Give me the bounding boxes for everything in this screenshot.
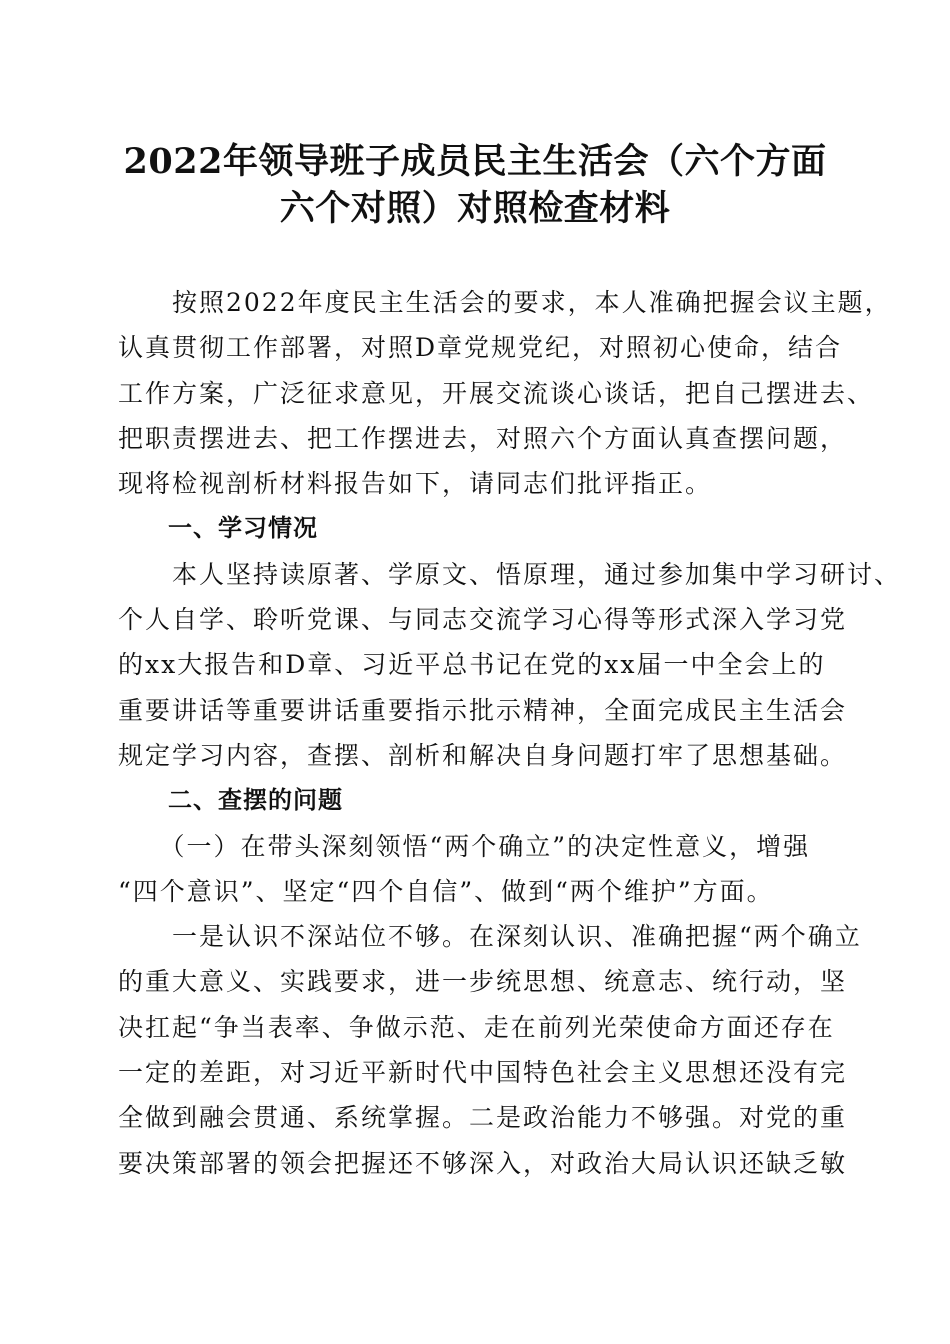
paragraph-line-1: 一是认识不深站位不够。在深刻认识、准确把握“两个确立 <box>118 922 862 952</box>
study-line-3: 的xx大报告和D章、习近平总书记在党的xx届一中全会上的 <box>118 650 826 680</box>
intro-line-5: 现将检视剖析材料报告如下，请同志们批评指正。 <box>118 469 713 499</box>
intro-line-3: 工作方案，广泛征求意见，开展交流谈心谈话，把自己摆进去、 <box>118 378 875 408</box>
intro-line-2: 认真贯彻工作部署，对照D章党规党纪，对照初心使命，结合 <box>118 333 843 363</box>
paragraph-line-5: 全做到融会贯通、系统掌握。二是政治能力不够强。对党的重 <box>118 1103 848 1133</box>
title-line-2: 六个对照）对照检查材料 <box>279 188 671 229</box>
study-line-5: 规定学习内容，查摆、剖析和解决自身问题打牢了思想基础。 <box>118 740 848 770</box>
document-title <box>100 138 850 232</box>
paragraph-line-4: 一定的差距，对习近平新时代中国特色社会主义思想还没有完 <box>118 1058 848 1088</box>
study-line-4: 重要讲话等重要讲话重要指示批示精神，全面完成民主生活会 <box>118 695 848 725</box>
section-heading-problems: 二、查摆的问题 <box>118 786 343 815</box>
paragraph-line-2: 的重大意义、实践要求，进一步统思想、统意志、统行动，坚 <box>118 967 848 997</box>
title-line-1: 2022年领导班子成员民主生活会（六个方面 <box>123 141 827 182</box>
document-body <box>118 280 902 1186</box>
study-line-1: 本人坚持读原著、学原文、悟原理，通过参加集中学习研讨、 <box>118 559 902 589</box>
section-heading-study: 一、学习情况 <box>118 514 318 543</box>
intro-line-4: 把职责摆进去、把工作摆进去，对照六个方面认真查摆问题， <box>118 423 848 453</box>
intro-line-1: 按照2022年度民主生活会的要求，本人准确把握会议主题， <box>118 288 892 317</box>
study-line-2: 个人自学、聆听党课、与同志交流学习心得等形式深入学习党 <box>118 605 848 635</box>
subsection-line-1: （一）在带头深刻领悟“两个确立”的决定性意义，增强 <box>118 831 811 861</box>
subsection-line-2: “四个意识”、坚定“四个自信”、做到“两个维护”方面。 <box>118 876 774 906</box>
paragraph-line-3: 决扛起“争当表率、争做示范、走在前列光荣使命方面还存在 <box>118 1012 835 1042</box>
paragraph-line-6: 要决策部署的领会把握还不够深入，对政治大局认识还缺乏敏 <box>118 1148 848 1178</box>
